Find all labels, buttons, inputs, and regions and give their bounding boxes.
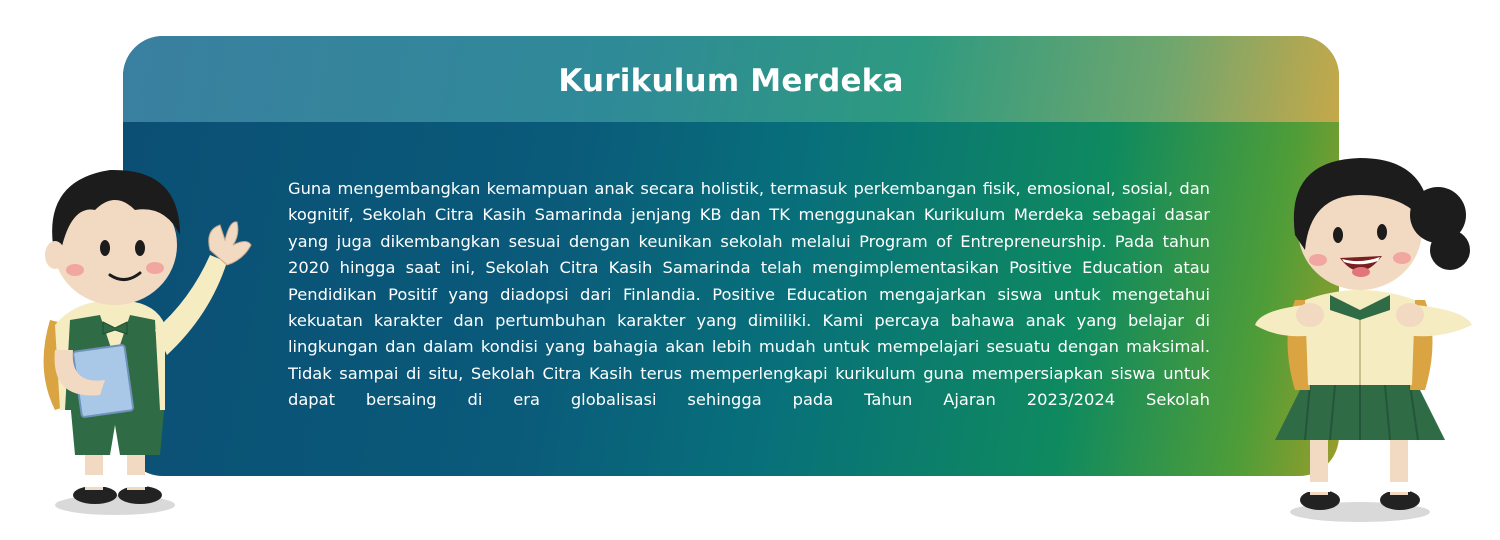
- card-title: Kurikulum Merdeka: [558, 63, 904, 99]
- girl-student-illustration: [1250, 140, 1490, 530]
- boy-student-illustration: [15, 150, 255, 520]
- card-body-text: Guna mengembangkan kemampuan anak secara holistik, termasuk perkembangan fisik, emosional, sosial, dan kognitif, Sekolah Citra Kasih Samarinda jenjang KB dan TK menggunakan Kurikulum Merdeka sebagai dasar yang juga dikembangkan sesuai dengan keunikan sekolah melalui Program of Entrepreneurship. Pada tahun 2020 hingga saat ini, Sekolah Citra Kasih Samarinda telah mengimplementasikan Positive Education atau Pendidikan Positif yang diadopsi dari Finlandia. Positive Education mengajarkan siswa untuk mengetahui kekuatan karakter dan pertumbuhan karakter yang dimiliki. Kami percaya bahawa anak yang belajar di lingkungan dan dalam kondisi yang bahagia akan lebih mudah untuk mempelajari sesuatu dengan maksimal. Tidak sampai di situ, Sekolah Citra Kasih terus memperlengkapi kurikulum guna mempersiapkan siswa untuk dapat bersaing di era globalisasi sehingga pada Tahun Ajaran 2023/2024 Sekolah: [288, 179, 1210, 410]
- curriculum-card: [123, 36, 1339, 476]
